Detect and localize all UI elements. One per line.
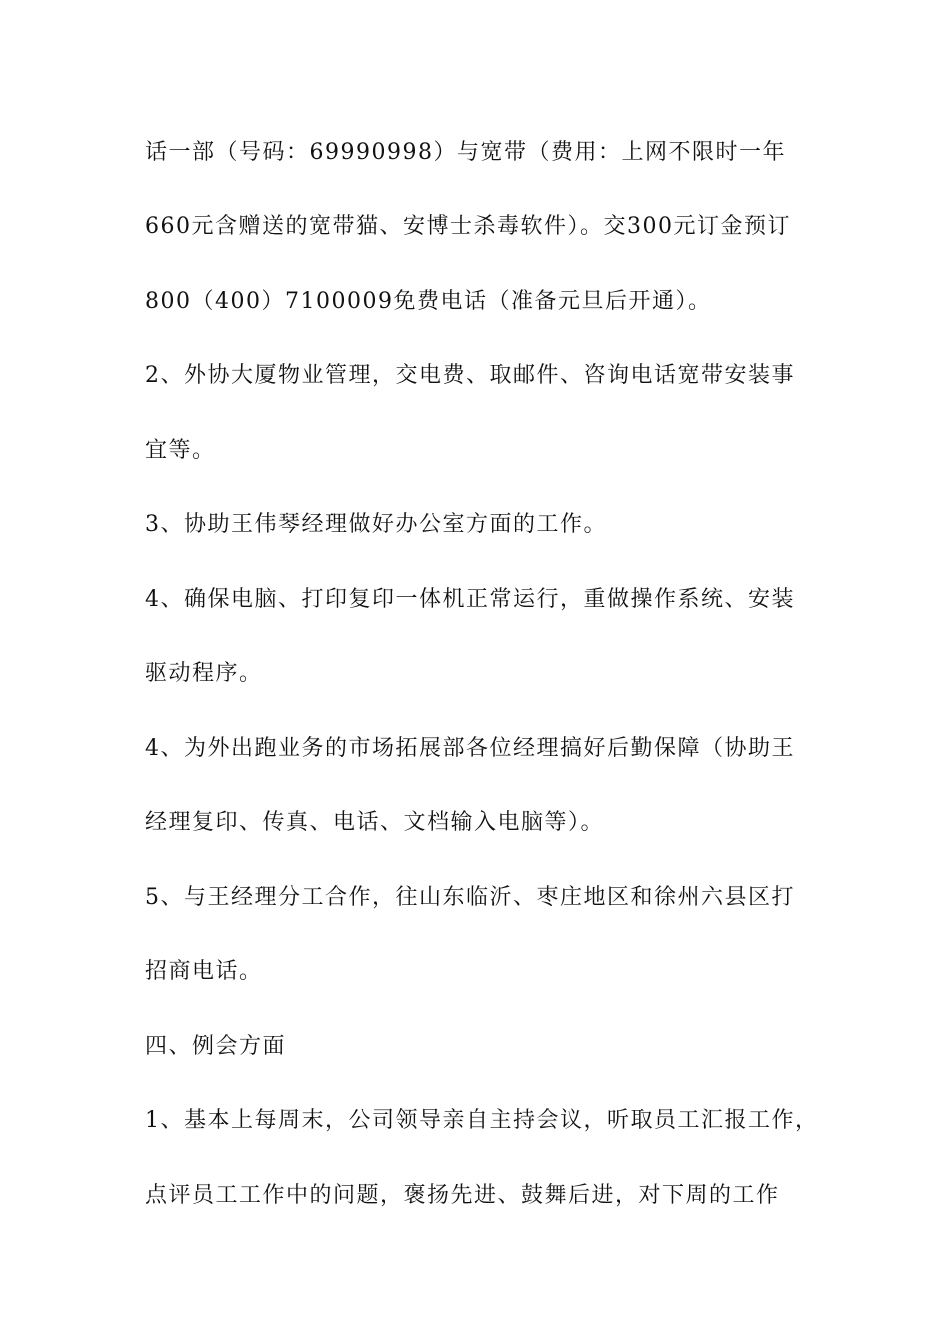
- text-line: 2、外协大厦物业管理，交电费、取邮件、咨询电话宽带安装事: [145, 363, 795, 388]
- text-line: 经理复印、传真、电话、文档输入电脑等）。: [145, 810, 605, 835]
- section-heading: 四、例会方面: [145, 1034, 287, 1059]
- text-line: 4、确保电脑、打印复印一体机正常运行，重做操作系统、安装: [145, 587, 795, 612]
- text-line: 5、与王经理分工合作，往山东临沂、枣庄地区和徐州六县区打: [145, 885, 795, 910]
- text-line: 招商电话。: [145, 959, 263, 984]
- text-line: 1、基本上每周末，公司领导亲自主持会议，听取员工汇报工作，: [145, 1108, 819, 1133]
- text-line: 800（400）7100009免费电话（准备元旦后开通）。: [145, 289, 712, 314]
- text-line: 宜等。: [145, 438, 216, 463]
- text-line: 4、为外出跑业务的市场拓展部各位经理搞好后勤保障（协助王: [145, 736, 795, 761]
- text-line: 话一部（号码：69990998）与宽带（费用：上网不限时一年: [145, 140, 786, 165]
- text-line: 驱动程序。: [145, 661, 263, 686]
- text-line: 点评员工工作中的问题，褒扬先进、鼓舞后进，对下周的工作: [145, 1183, 780, 1208]
- text-line: 3、协助王伟琴经理做好办公室方面的工作。: [145, 512, 607, 537]
- text-line: 660元含赠送的宽带猫、安博士杀毒软件）。交300元订金预订: [145, 214, 791, 239]
